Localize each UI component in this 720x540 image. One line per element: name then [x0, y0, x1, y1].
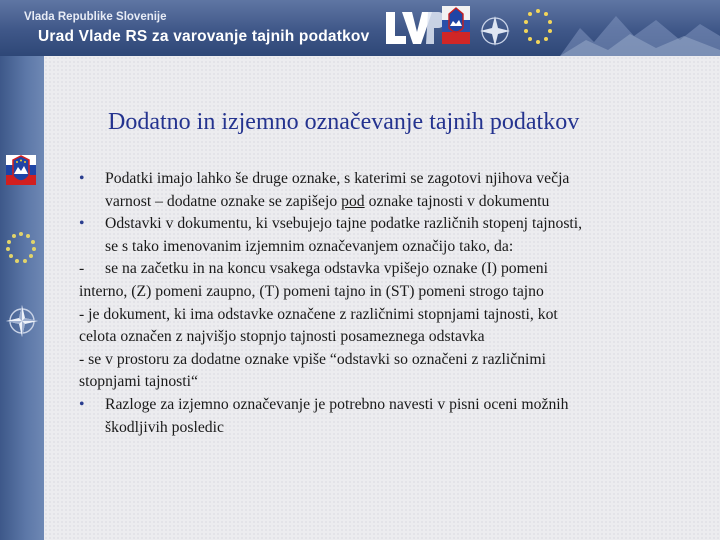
- bullet-2-line-1: [79, 213, 709, 236]
- dash-1-text-1: se na začetku in na koncu vsakega odstavka vpišejo oznake (I) pomeni: [105, 260, 549, 278]
- bullet-1-text-1: Podatki imajo lahko še druge oznake, s katerimi se zagotovi njihova večja: [105, 170, 570, 187]
- eu-stars-icon: [520, 6, 556, 50]
- bullet-3-line-2: škodljivih posledic: [105, 418, 224, 436]
- slide-body: [79, 168, 709, 439]
- bullet-icon: •: [79, 215, 85, 233]
- bullet-icon: •: [79, 170, 85, 187]
- bullet-1-text-2a: varnost – dodatne oznake se zapišejo: [105, 192, 342, 210]
- bullet-1-text-2b: oznake tajnosti v dokumentu: [364, 192, 550, 210]
- nato-compass-icon: [5, 304, 39, 338]
- left-sidebar: [0, 56, 44, 540]
- bullet-1-line-2: [79, 191, 709, 214]
- bullet-2-line-2: se s tako imenovanim izjemnim označevanjem označijo tako, da:: [105, 237, 514, 255]
- bullet-2-text-1: Odstavki v dokumentu, ki vsebujejo tajne podatke različnih stopenj tajnosti,: [105, 215, 583, 233]
- bullet-3-line-1: [79, 394, 709, 417]
- header-banner: [0, 0, 720, 56]
- dash-1-line-2: interno, (Z) pomeni zaupno, (T) pomeni tajno in (ST) pomeni strogo tajno: [79, 282, 544, 300]
- eu-stars-icon: [5, 231, 37, 265]
- bullet-icon: •: [79, 395, 85, 413]
- nato-star-icon: [478, 14, 512, 48]
- header-subtitle: Vlada Republike Slovenije: [24, 11, 167, 23]
- dash-2-line-2: celota označen z najvišjo stopnjo tajnosti posameznega odstavka: [79, 328, 485, 346]
- slide-title: Dodatno in izjemno označevanje tajnih podatkov: [108, 109, 580, 135]
- bullet-1-line-1: [79, 168, 709, 191]
- coat-of-arms-icon: [440, 4, 472, 48]
- dash-1-line-1: [79, 258, 709, 281]
- uvtp-logo-icon: [384, 6, 444, 50]
- slovenian-coat-of-arms-icon: [5, 154, 37, 194]
- dash-2-line-1: - je dokument, ki ima odstavke označene z različnimi stopnjami tajnosti, kot: [79, 305, 558, 323]
- mountains-icon: [560, 6, 720, 56]
- underlined-word: pod: [341, 192, 365, 210]
- header-title: Urad Vlade RS za varovanje tajnih podatkov: [38, 28, 370, 45]
- dash-3-line-2: stopnjami tajnosti“: [79, 373, 198, 391]
- slide-panel: [44, 56, 720, 540]
- bullet-3-text-1: Razloge za izjemno označevanje je potrebno navesti v pisni oceni možnih: [105, 395, 569, 413]
- dash-3-line-1: - se v prostoru za dodatne oznake vpiše “odstavki so označeni z različnimi: [79, 350, 546, 368]
- dash-marker: -: [79, 260, 85, 278]
